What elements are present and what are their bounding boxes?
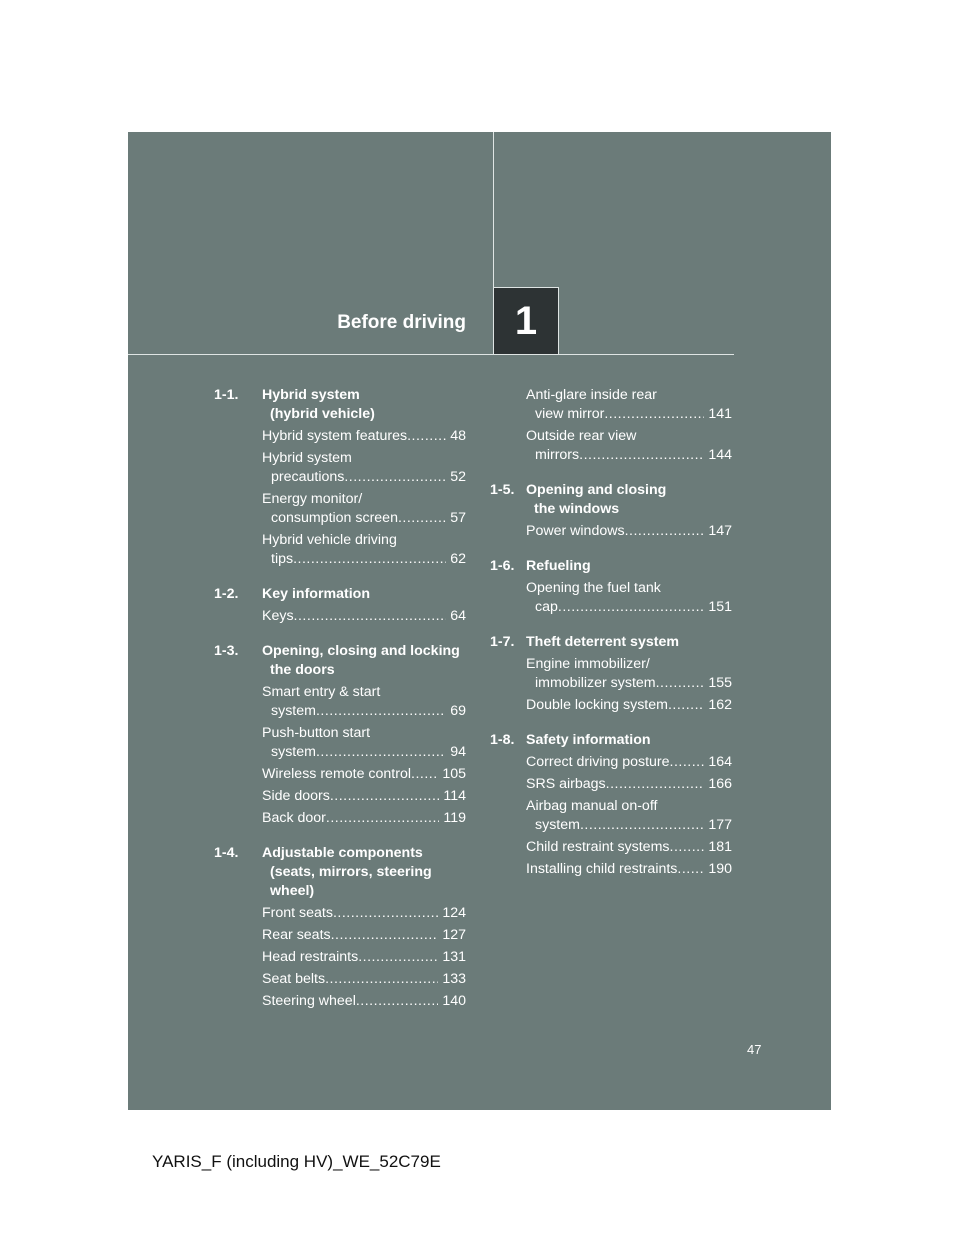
chapter-number: 1 xyxy=(514,298,538,343)
toc-group-number: 1-1. xyxy=(214,387,239,403)
toc-group-title: Key information xyxy=(262,586,370,602)
toc-group-1-5 xyxy=(490,481,732,541)
toc-group-number: 1-6. xyxy=(490,558,515,574)
toc-entry[interactable]: Anti-glare inside rear view mirror ..... 141 xyxy=(526,386,732,424)
toc-group-title: Opening, closing and locking the doors xyxy=(262,643,460,678)
toc-group-title: Refueling xyxy=(526,558,591,574)
chapter-number-box xyxy=(493,287,559,354)
page-number: 47 xyxy=(747,1042,762,1057)
toc-group-1-8 xyxy=(490,731,732,879)
toc-group-1-7 xyxy=(490,633,732,715)
toc-group-title: Theft deterrent system xyxy=(526,634,679,650)
toc-entry[interactable]: Opening the fuel tank cap ..... 151 xyxy=(526,579,732,617)
toc-entry[interactable]: Smart entry & start system ..... 69 xyxy=(262,683,466,721)
toc-group-number: 1-5. xyxy=(490,482,515,498)
section-title: Before driving xyxy=(337,312,466,333)
toc-entry[interactable]: Airbag manual on-off system ..... 177 xyxy=(526,797,732,835)
toc-entry[interactable]: Engine immobilizer/ immobilizer system ..... 155 xyxy=(526,655,732,693)
toc-entry[interactable]: Installing child restraints ..... 190 xyxy=(526,860,732,879)
toc-entry[interactable]: Rear seats ..... 127 xyxy=(262,926,466,945)
toc-entry[interactable]: Steering wheel ..... 140 xyxy=(262,992,466,1011)
toc-entry[interactable]: Power windows ..... 147 xyxy=(526,522,732,541)
toc-group-title: Adjustable components (seats, mirrors, steering wheel) xyxy=(262,845,432,899)
toc-entry[interactable]: Hybrid vehicle driving tips ..... 62 xyxy=(262,531,466,569)
toc-entry[interactable]: Push-button start system ..... 94 xyxy=(262,724,466,762)
toc-left-column xyxy=(214,386,466,1011)
toc-entry[interactable]: Head restraints ..... 131 xyxy=(262,948,466,967)
toc-group-1-1 xyxy=(214,386,466,569)
toc-entry[interactable]: Back door ..... 119 xyxy=(262,809,466,828)
toc-group-1-4 xyxy=(214,844,466,1011)
toc-entry[interactable]: Child restraint systems ..... 181 xyxy=(526,838,732,857)
toc-group-1-4-cont xyxy=(490,386,732,465)
toc-group-number: 1-3. xyxy=(214,643,239,659)
toc-entry[interactable]: Energy monitor/ consumption screen ..... 57 xyxy=(262,490,466,528)
toc-group-1-6 xyxy=(490,557,732,617)
toc-group-1-2 xyxy=(214,585,466,626)
toc-group-number: 1-8. xyxy=(490,732,515,748)
toc-group-number: 1-2. xyxy=(214,586,239,602)
toc-right-column xyxy=(490,386,732,879)
toc-entry[interactable]: Keys ..... 64 xyxy=(262,607,466,626)
toc-entry[interactable]: Side doors ..... 114 xyxy=(262,787,466,806)
toc-entry[interactable]: Correct driving posture ..... 164 xyxy=(526,753,732,772)
toc-entry[interactable]: Front seats ..... 124 xyxy=(262,904,466,923)
toc-entry[interactable]: Hybrid system precautions ..... 52 xyxy=(262,449,466,487)
toc-entry[interactable]: Seat belts ..... 133 xyxy=(262,970,466,989)
toc-group-number: 1-7. xyxy=(490,634,515,650)
toc-entry[interactable]: Outside rear view mirrors ..... 144 xyxy=(526,427,732,465)
toc-entry[interactable]: Wireless remote control ..... 105 xyxy=(262,765,466,784)
toc-group-title: Hybrid system (hybrid vehicle) xyxy=(262,387,375,422)
toc-group-title: Opening and closing the windows xyxy=(526,482,667,517)
toc-group-1-3 xyxy=(214,642,466,828)
toc-entry[interactable]: Double locking system ..... 162 xyxy=(526,696,732,715)
header-divider-horizontal xyxy=(128,354,734,355)
toc-group-title: Safety information xyxy=(526,732,651,748)
toc-entry[interactable]: Hybrid system features ..... 48 xyxy=(262,427,466,446)
toc-entry[interactable]: SRS airbags ..... 166 xyxy=(526,775,732,794)
document-footer: YARIS_F (including HV)_WE_52C79E xyxy=(152,1152,441,1171)
toc-group-number: 1-4. xyxy=(214,845,239,861)
